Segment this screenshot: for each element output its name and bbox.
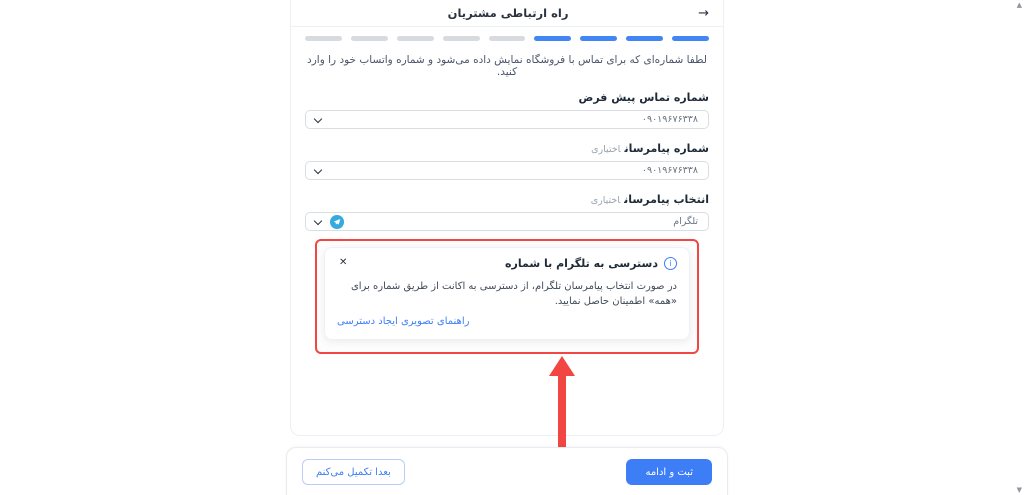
progress-segment bbox=[351, 36, 388, 41]
optional-badge: اختیاری bbox=[591, 144, 621, 155]
complete-later-button[interactable]: بعدا تکمیل می‌کنم bbox=[302, 459, 405, 485]
red-highlight-box bbox=[315, 239, 699, 354]
back-arrow-icon[interactable]: → bbox=[698, 5, 709, 21]
progress-segment bbox=[672, 36, 709, 41]
highlight-region bbox=[315, 239, 699, 462]
telegram-info-card bbox=[324, 247, 690, 340]
progress-segment bbox=[489, 36, 526, 41]
info-title: دسترسی به تلگرام با شماره bbox=[505, 257, 658, 270]
progress-segment bbox=[397, 36, 434, 41]
progress-segment bbox=[626, 36, 663, 41]
info-icon: i bbox=[664, 257, 677, 270]
progress-segment bbox=[443, 36, 480, 41]
chevron-down-icon bbox=[314, 217, 323, 226]
label-text: شماره پیامرسان bbox=[624, 142, 709, 155]
field-label-messenger-type bbox=[305, 193, 709, 206]
field-label-messenger-phone bbox=[305, 142, 709, 155]
messenger-phone-select[interactable] bbox=[305, 161, 709, 180]
wizard-card bbox=[290, 0, 724, 436]
scroll-down-icon[interactable]: ▼ bbox=[1016, 486, 1022, 494]
progress-bar bbox=[291, 27, 723, 45]
default-phone-select[interactable] bbox=[305, 110, 709, 129]
messenger-phone-value: ۰۹۰۱۹۶۷۶۳۳۸ bbox=[641, 165, 698, 176]
footer-bar bbox=[286, 447, 728, 495]
messenger-type-select[interactable] bbox=[305, 212, 709, 231]
progress-segment bbox=[305, 36, 342, 41]
chevron-down-icon bbox=[314, 115, 323, 124]
arrow-stem bbox=[558, 376, 566, 454]
form bbox=[291, 91, 723, 462]
telegram-icon bbox=[330, 215, 344, 229]
default-phone-value: ۰۹۰۱۹۶۷۶۳۳۸ bbox=[641, 114, 698, 125]
close-icon[interactable]: ✕ bbox=[339, 257, 348, 268]
info-title-group bbox=[349, 257, 677, 270]
scrollbar[interactable] bbox=[1012, 0, 1024, 495]
progress-segment bbox=[580, 36, 617, 41]
card-header bbox=[291, 0, 723, 27]
scroll-up-icon[interactable]: ▲ bbox=[1016, 1, 1022, 9]
progress-segment bbox=[534, 36, 571, 41]
annotation-arrow-zone bbox=[315, 354, 699, 462]
field-label-default-phone bbox=[305, 91, 709, 104]
messenger-type-value: تلگرام bbox=[673, 216, 698, 227]
red-up-arrow bbox=[549, 356, 575, 454]
guide-link[interactable]: راهنمای تصویری ایجاد دسترسی bbox=[337, 316, 470, 327]
label-text: انتخاب پیامرسان bbox=[624, 193, 709, 206]
info-card-header bbox=[337, 257, 677, 270]
label-text: شماره تماس پیش فرض bbox=[578, 91, 709, 104]
chevron-down-icon bbox=[314, 166, 323, 175]
info-body: در صورت انتخاب پیامرسان تلگرام، از دسترسی به اکانت از طریق شماره برای «همه» اطمینان حاصل نمایید. bbox=[350, 281, 677, 307]
submit-continue-button[interactable]: ثبت و ادامه bbox=[626, 459, 712, 485]
intro-text: لطفا شماره‌ای که برای تماس با فروشگاه نمایش داده می‌شود و شماره واتساب خود را وارد کنید. bbox=[307, 54, 707, 78]
optional-badge: اختیاری bbox=[590, 195, 621, 206]
arrow-head bbox=[549, 356, 575, 376]
page-title: راه ارتباطی مشتریان bbox=[447, 6, 569, 20]
